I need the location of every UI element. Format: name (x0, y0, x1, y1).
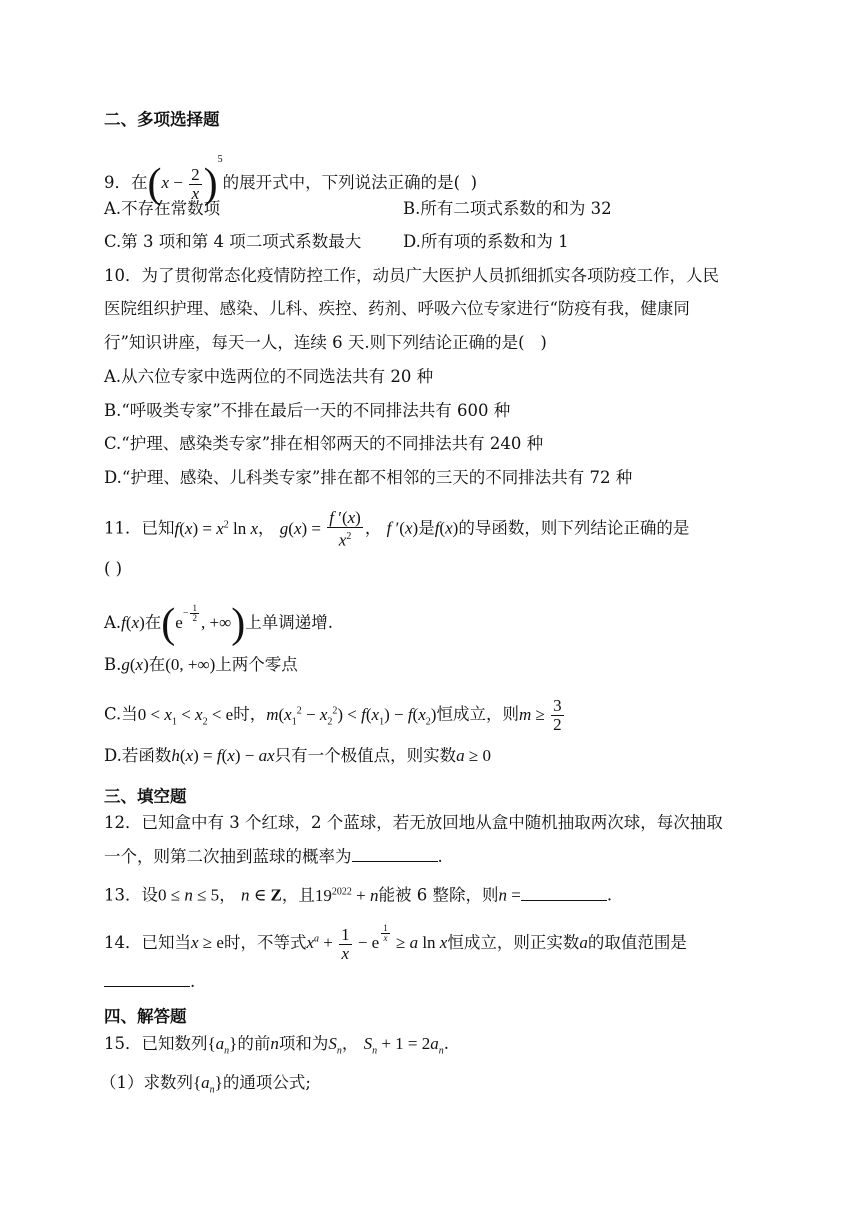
q11-text-is: 是 (418, 518, 435, 538)
section-heading-fill-in: 三、填空题 (104, 787, 187, 806)
q11-f-prime: f ′(x) (386, 518, 419, 538)
q11-a-interval: ($e^{- \frac{1}{2}}$ , +∞) (161, 601, 246, 648)
q9-question-text: 的展开式中，下列说法正确的是( (222, 173, 461, 192)
q15-comma: ， (341, 1034, 359, 1053)
q11-c-condition: $0 < x_1 < x_2 < e$ (137, 704, 234, 728)
q14-condition: x ≥ e (191, 933, 224, 952)
q13-range: 0 ≤ n ≤ 5 (158, 885, 220, 905)
q13-prefix: 13．设 (104, 885, 158, 905)
q15-n: n (270, 1034, 279, 1053)
question-11-stem (104, 503, 689, 551)
q11-option-b (104, 653, 298, 677)
q15-prefix: 15．已知数列 (104, 1034, 208, 1053)
q13-divisible-text: 能被 6 整除，则 (378, 885, 499, 905)
q14-answer-blank (104, 970, 190, 987)
q9-option-d: D.所有项的系数和为 1 (403, 232, 569, 251)
q11-option-c (104, 689, 566, 744)
q11-a-text-on: 在 (144, 613, 162, 632)
q11-f: f(x) (434, 518, 459, 538)
q12-answer-blank (352, 845, 438, 862)
q15-subquestion-1 (100, 1071, 311, 1102)
q15-sub1-prefix: （1）求数列 (100, 1073, 193, 1092)
q11-a-func: f(x) (121, 613, 145, 632)
q11-option-d (104, 744, 491, 768)
q11-c-text-holds: 恒成立，则 (436, 704, 519, 724)
q13-answer-blank (521, 884, 607, 901)
q13-integer-set: n ∈ Z (240, 885, 282, 905)
q11-paren: ( ) (104, 559, 123, 578)
q9-option-a: A.不存在常数项 (104, 199, 221, 218)
q13-comma: ， (219, 885, 236, 905)
q13-n-equals: n = (498, 885, 521, 905)
q12-period: . (437, 847, 443, 866)
q11-b-interval: (0, +∞) (165, 655, 216, 674)
q11-b-text-zeros: 上两个零点 (215, 655, 298, 674)
q11-b-text-on: 在 (148, 655, 166, 674)
question-12-line-2 (104, 845, 443, 869)
q11-comma-2: ， (364, 518, 382, 538)
q11-comma-1: ， (258, 518, 275, 538)
q11-d-result: a ≥ 0 (456, 746, 491, 765)
q13-and: ，且 (281, 885, 315, 905)
q9-option-b: B.所有二项式系数的和为 32 (403, 199, 612, 218)
q11-c-result: m ≥ $\frac{3}{2}$ (518, 696, 562, 735)
q11-option-a (104, 592, 333, 648)
q14-text-holds: 恒成立，则正实数 (447, 933, 580, 952)
q14-a: a (579, 933, 588, 952)
q14-period: . (190, 972, 196, 991)
q11-c-inequality: $m(x_1^2 - x_2^2) < f(x_1) - f(x_2)$ (266, 704, 437, 728)
q13-expression: $19^{2022} + n$ (314, 885, 379, 905)
q13-period: . (606, 885, 613, 905)
q9-paren-close: ) (470, 173, 478, 192)
q10-option-d: D.“护理、感染、儿科类专家”排在都不相邻的三天的不同排法共有 72 种 (104, 468, 633, 487)
q14-text-inequality: 时，不等式 (223, 933, 307, 952)
question-13 (104, 880, 612, 908)
q11-prefix: 11．已知 (104, 518, 175, 538)
q14-inequality: $x^a$ + $\frac{1}{x}$ − e $^{\frac{1}{x}}$ ≥ a ln x (306, 923, 448, 963)
q11-question-text: 的导函数，则下列结论正确的是 (458, 518, 690, 538)
question-12-line-1: 12．已知盒中有 3 个红球，2 个蓝球，若无放回地从盒中随机抽取两次球，每次抽取 (104, 813, 723, 832)
q11-c-label: C.当 (104, 704, 138, 724)
question-9-stem (104, 138, 478, 208)
q10-line-3-text: 行”知识讲座，每天一人，连续 6 天.则下列结论正确的是( (104, 333, 525, 352)
q14-prefix: 14．已知当 (104, 933, 191, 952)
q11-f-definition: $f(x) = x^2$ ln x (174, 518, 259, 538)
section-heading-multi-choice: 二、多项选择题 (104, 110, 220, 129)
q15-text-sum: 项和为 (278, 1034, 329, 1053)
q11-d-text: 只有一个极值点，则实数 (274, 746, 457, 765)
q11-c-text-when: 时， (233, 704, 267, 724)
q14-text-range: 的取值范围是 (587, 933, 687, 952)
q10-paren-close: ) (540, 333, 547, 352)
q10-option-a: A.从六位专家中选两位的不同选法共有 20 种 (104, 367, 434, 386)
q15-sub1-sequence: $\{a_n\}$ (193, 1073, 223, 1096)
question-15 (104, 1032, 449, 1063)
q15-text-first: 的前 (237, 1034, 271, 1053)
q11-d-label: D.若函数 (104, 746, 172, 765)
q11-a-text-increasing: 上单调递增. (245, 613, 333, 632)
q9-option-c: C.第 3 项和第 4 项二项式系数最大 (104, 232, 362, 251)
q11-b-label: B. (104, 655, 122, 674)
question-14 (104, 912, 687, 965)
q14-answer-line (104, 970, 195, 994)
q15-period: . (443, 1034, 450, 1053)
q15-sn: $S_n$ (328, 1034, 342, 1057)
question-10-line-3 (104, 331, 547, 355)
q11-g-definition: g(x) = $\frac{f '(x)}{x^2}$ (279, 508, 361, 551)
q10-option-b: B.“呼吸类专家”不排在最后一天的不同排法共有 600 种 (104, 401, 511, 420)
q15-sequence: $\{a_n\}$ (207, 1034, 238, 1057)
section-heading-solve: 四、解答题 (104, 1007, 187, 1026)
q11-d-h-definition: h(x) = f(x) − ax (171, 746, 275, 765)
q15-sub1-text: 的通项公式; (222, 1073, 311, 1092)
q10-option-c: C.“护理、感染类专家”排在相邻两天的不同排法共有 240 种 (104, 434, 544, 453)
q15-relation: $S_n + 1 = 2a_n$ (363, 1034, 444, 1057)
q9-prefix: 9．在 (104, 173, 148, 192)
q11-a-label: A. (104, 613, 122, 632)
question-10-line-2: 医院组织护理、感染、儿科、疾控、药剂、呼吸六位专家进行“防疫有我，健康同 (104, 299, 690, 318)
q12-text: 一个，则第二次抽到蓝球的概率为 (104, 847, 352, 866)
question-10-line-1: 10．为了贯彻常态化疫情防控工作，动员广大医护人员抓细抓实各项防疫工作，人民 (104, 266, 719, 285)
q9-binomial-expression: (x − $\frac{2}{x}$ )$^5$ (147, 154, 223, 208)
q11-b-func: g(x) (121, 655, 149, 674)
